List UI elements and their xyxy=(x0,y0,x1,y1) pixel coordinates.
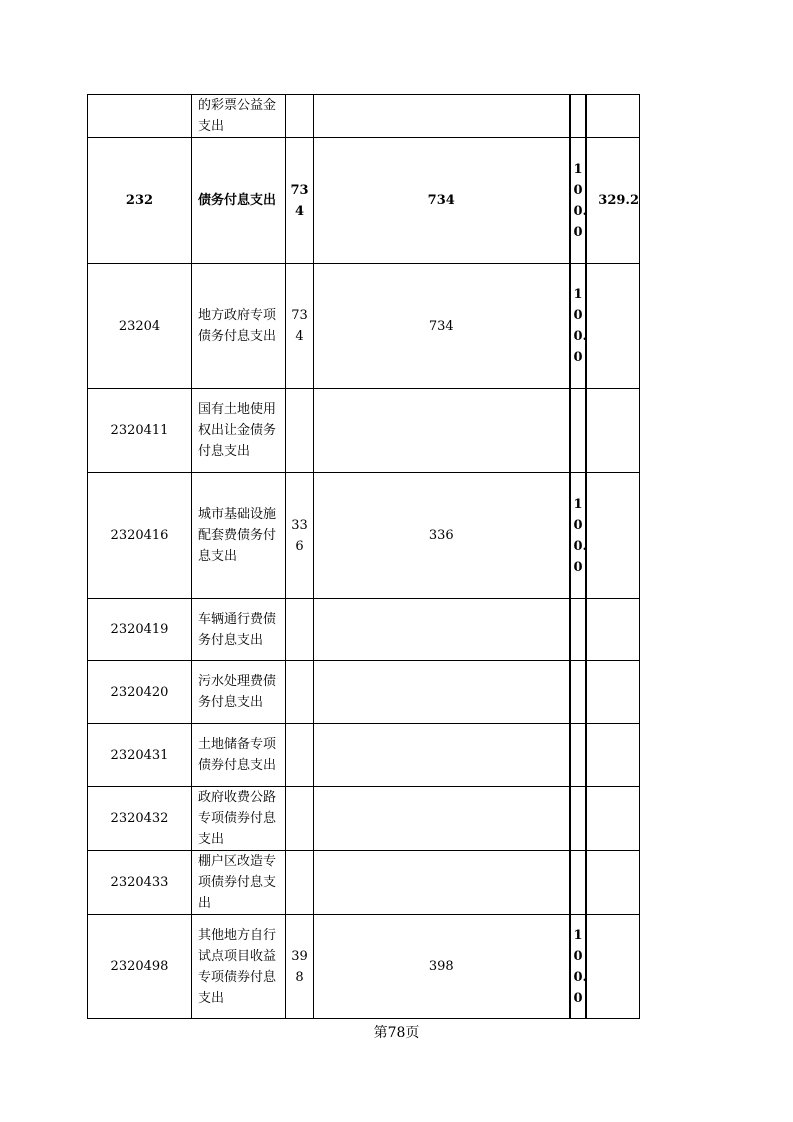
cell-last xyxy=(586,851,640,915)
cell-col3: 734 xyxy=(286,264,314,389)
table-row xyxy=(88,95,640,138)
cell-col3 xyxy=(286,661,314,724)
cell-code xyxy=(88,95,192,138)
cell-amount: 734 xyxy=(314,138,570,264)
cell-amount xyxy=(314,787,570,851)
cell-col3 xyxy=(286,389,314,473)
cell-amount: 336 xyxy=(314,473,570,599)
cell-name: 地方政府专项债务付息支出 xyxy=(192,264,286,389)
cell-amount xyxy=(314,661,570,724)
table-row xyxy=(88,661,640,724)
table-row xyxy=(88,915,640,1019)
table-row xyxy=(88,473,640,599)
cell-amount xyxy=(314,599,570,661)
pct-value: 100.0 xyxy=(573,161,588,240)
cell-pct xyxy=(570,915,586,1019)
cell-col3: 398 xyxy=(286,915,314,1019)
cell-code: 2320420 xyxy=(88,661,192,724)
pct-value: 100.0 xyxy=(573,927,588,1006)
cell-last: 329.2 xyxy=(586,138,640,264)
table-row xyxy=(88,389,640,473)
cell-amount xyxy=(314,851,570,915)
cell-col3 xyxy=(286,724,314,787)
cell-pct xyxy=(570,599,586,661)
cell-name: 债务付息支出 xyxy=(192,138,286,264)
page-number: 第78页 xyxy=(373,1025,420,1041)
cell-name: 棚户区改造专项债券付息支出 xyxy=(192,851,286,915)
cell-pct xyxy=(570,264,586,389)
cell-code: 2320419 xyxy=(88,599,192,661)
table-row xyxy=(88,851,640,915)
cell-col3: 734 xyxy=(286,138,314,264)
cell-last xyxy=(586,915,640,1019)
cell-code: 2320416 xyxy=(88,473,192,599)
cell-code: 2320433 xyxy=(88,851,192,915)
cell-pct xyxy=(570,661,586,724)
cell-col3: 336 xyxy=(286,473,314,599)
cell-pct xyxy=(570,787,586,851)
cell-last xyxy=(586,473,640,599)
cell-pct xyxy=(570,473,586,599)
cell-last xyxy=(586,787,640,851)
budget-table xyxy=(87,94,640,1019)
table-row xyxy=(88,138,640,264)
table-row xyxy=(88,599,640,661)
cell-col3 xyxy=(286,95,314,138)
budget-table-body xyxy=(88,95,640,1019)
cell-name: 的彩票公益金支出 xyxy=(192,95,286,138)
cell-pct xyxy=(570,95,586,138)
cell-last xyxy=(586,389,640,473)
cell-col3 xyxy=(286,787,314,851)
cell-code: 2320498 xyxy=(88,915,192,1019)
cell-code: 23204 xyxy=(88,264,192,389)
cell-code: 2320432 xyxy=(88,787,192,851)
table-row xyxy=(88,787,640,851)
cell-last xyxy=(586,724,640,787)
table-row xyxy=(88,264,640,389)
cell-last xyxy=(586,661,640,724)
cell-name: 其他地方自行试点项目收益专项债券付息支出 xyxy=(192,915,286,1019)
cell-last xyxy=(586,95,640,138)
table-row xyxy=(88,724,640,787)
cell-col3 xyxy=(286,851,314,915)
cell-pct xyxy=(570,851,586,915)
cell-code: 2320411 xyxy=(88,389,192,473)
cell-last xyxy=(586,599,640,661)
cell-pct xyxy=(570,138,586,264)
cell-pct xyxy=(570,724,586,787)
cell-amount: 734 xyxy=(314,264,570,389)
cell-pct xyxy=(570,389,586,473)
cell-name: 土地储备专项债券付息支出 xyxy=(192,724,286,787)
cell-name: 政府收费公路专项债券付息支出 xyxy=(192,787,286,851)
cell-name: 国有土地使用权出让金债务付息支出 xyxy=(192,389,286,473)
pct-value: 100.0 xyxy=(573,287,588,365)
cell-amount xyxy=(314,724,570,787)
pct-value: 100.0 xyxy=(573,496,588,575)
cell-name: 污水处理费债务付息支出 xyxy=(192,661,286,724)
cell-col3 xyxy=(286,599,314,661)
cell-name: 城市基础设施配套费债务付息支出 xyxy=(192,473,286,599)
cell-amount: 398 xyxy=(314,915,570,1019)
cell-amount xyxy=(314,95,570,138)
cell-last xyxy=(586,264,640,389)
cell-code: 232 xyxy=(88,138,192,264)
cell-amount xyxy=(314,389,570,473)
cell-name: 车辆通行费债务付息支出 xyxy=(192,599,286,661)
cell-code: 2320431 xyxy=(88,724,192,787)
